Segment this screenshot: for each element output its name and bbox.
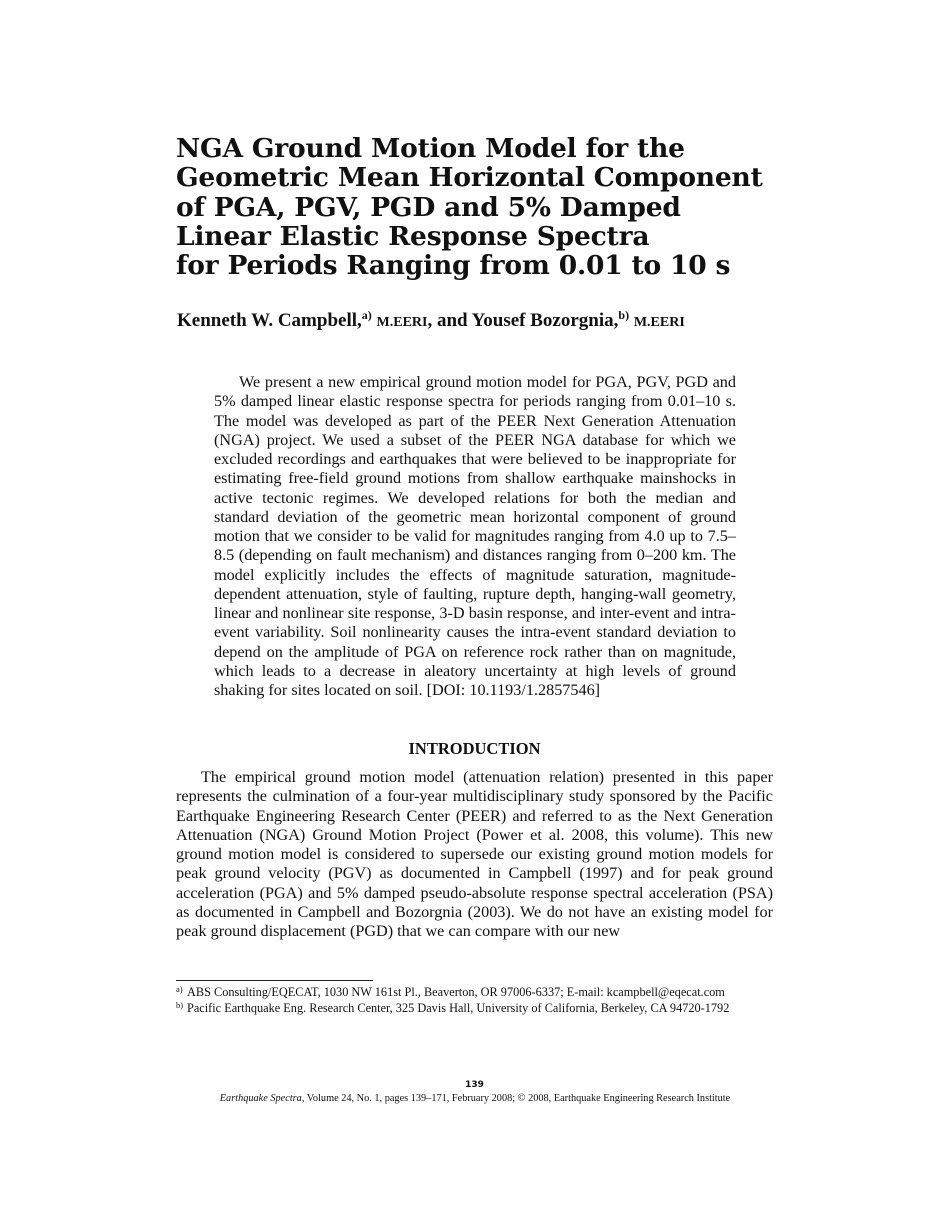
author-line xyxy=(177,308,777,336)
footnote-divider xyxy=(176,980,373,981)
title-line: Linear Elastic Response Spectra xyxy=(176,220,650,252)
footnote-text: ABS Consulting/EQECAT, 1030 NW 161st Pl., Beaverton, OR 97006-6337; E-mail: kcampbell@eqecat.com xyxy=(187,985,725,999)
intro-paragraph: The empirical ground motion model (attenuation relation) presented in this paper represents the culmination of a four-year multidisciplinary study sponsored by the Pacific Earthquake Engineering Research Center (PEER) and referred to as the Next Generation Attenuation (NGA) Ground Motion Project (Power et al. 2008, this volume). This new ground motion model is considered to supersede our existing ground motion models for peak ground velocity (PGV) as documented in Campbell (1997) and for peak ground acceleration (PGA) and 5% damped pseudo-absolute response spectral acceleration (PSA) as documented in Campbell and Bozorgnia (2003). We do not have an existing model for peak ground displacement (PGD) that we can compare with our new xyxy=(176,768,773,940)
membership-label: M.EERI xyxy=(633,315,685,330)
footnote xyxy=(176,1001,776,1017)
footnote xyxy=(176,985,776,1001)
paper-title xyxy=(176,134,796,280)
author-name: Yousef Bozorgnia, xyxy=(471,310,619,331)
title-line: Geometric Mean Horizontal Component xyxy=(176,162,763,194)
title-line: of PGA, PGV, PGD and 5% Damped xyxy=(176,191,681,223)
footnote-mark: a) xyxy=(176,984,183,994)
author-name: Kenneth W. Campbell, xyxy=(177,310,362,331)
affiliation-mark: a) xyxy=(361,308,372,322)
author-joiner: , and xyxy=(427,310,472,331)
footnote-mark: b) xyxy=(176,999,184,1010)
title-line: for Periods Ranging from 0.01 to 10 s xyxy=(176,250,731,282)
journal-details: Volume 24, No. 1, pages 139–171, February 2008; © 2008, Earthquake Engineering Research Institute xyxy=(304,1093,731,1104)
section-heading: INTRODUCTION xyxy=(408,739,541,758)
footnotes xyxy=(176,985,776,1016)
footnote-text: Pacific Earthquake Eng. Research Center, 325 Davis Hall, University of California, Berkeley, CA 94720-1792 xyxy=(187,1000,730,1015)
abstract: We present a new empirical ground motion model for PGA, PGV, PGD and 5% damped linear elastic response spectra for periods ranging from 0.01–10 s. The model was developed as part of the PEER Next Generation Attenuation (NGA) project. We used a subset of the PEER NGA database for which we excluded recordings and earthquakes that were believed to be inappropriate for estimating free-field ground motions from shallow earthquake mainshocks in active tectonic regimes. We developed relations for both the median and standard deviation of the geometric mean horizontal component of ground motion that we consider to be valid for magnitudes ranging from 4.0 up to 7.5–8.5 (depending on fault mechanism) and distances ranging from 0–200 km. The model explicitly includes the effects of magnitude saturation, magnitude-dependent attenuation, style of faulting, rupture depth, hanging-wall geometry, linear and nonlinear site response, 3-D basin response, and inter-event and intra-event variability. Soil nonlinearity causes the intra-event standard deviation to depend on the amplitude of PGA on reference rock rather than on magnitude, which leads to a decrease in aleatory uncertainty at high levels of ground shaking for sites located on soil. [DOI: 10.1193/1.2857546] xyxy=(214,373,736,699)
journal-name: Earthquake Spectra, xyxy=(219,1093,305,1104)
affiliation-mark: b) xyxy=(618,308,630,322)
journal-citation xyxy=(150,1092,800,1106)
page-number: 139 xyxy=(465,1080,484,1090)
membership-label: M.EERI xyxy=(376,315,428,330)
title-line: NGA Ground Motion Model for the xyxy=(176,133,685,164)
